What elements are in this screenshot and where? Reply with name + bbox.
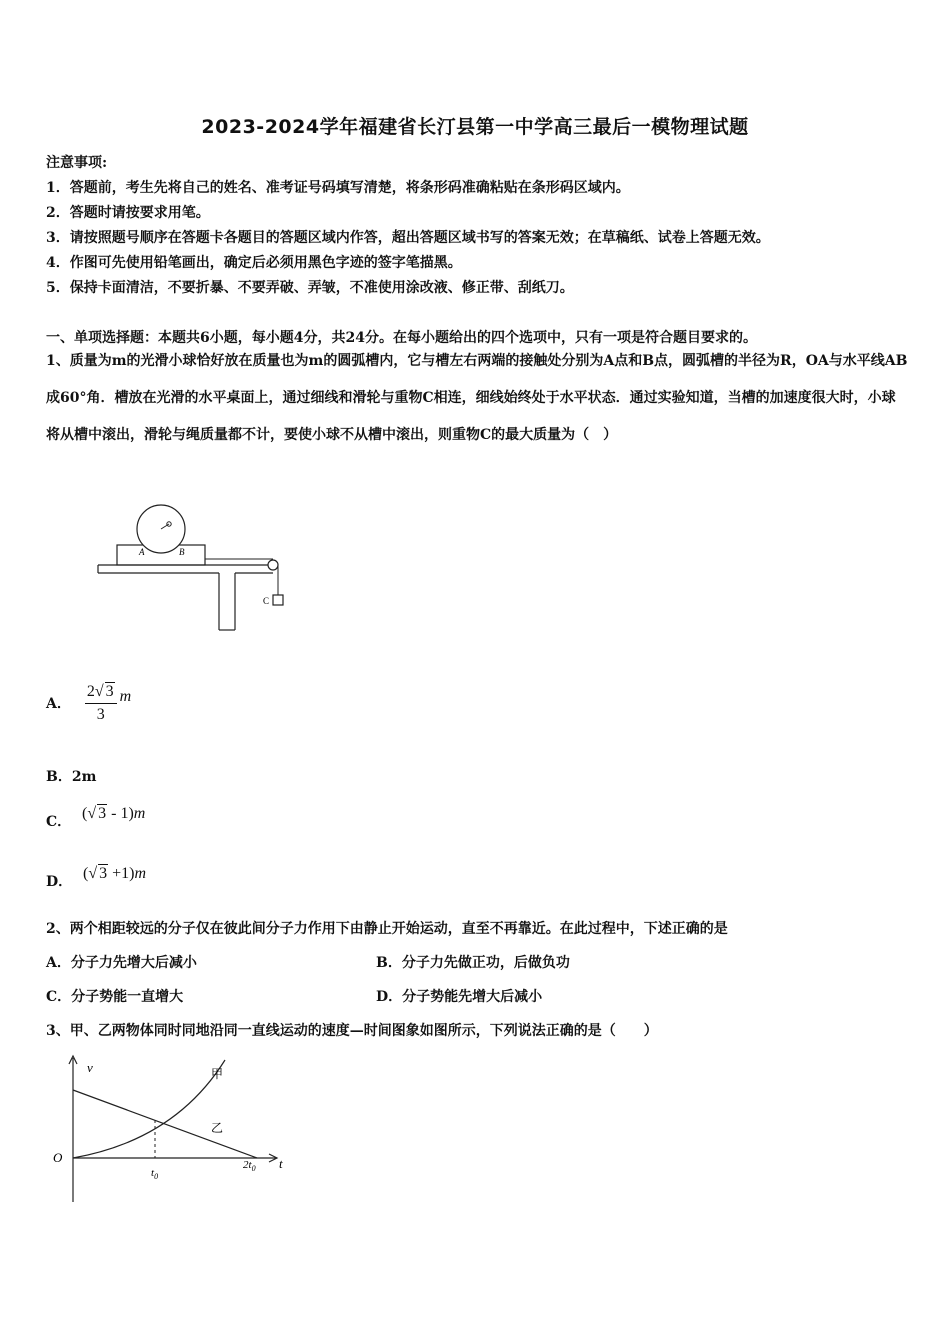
section-heading: 一、单项选择题：本题共6小题，每小题4分，共24分。在每小题给出的四个选项中，只有一项是符合题目要求的。 — [46, 330, 757, 346]
q1-option-a[interactable]: A． $\frac{2√ 3}{3}$ m — [46, 683, 132, 723]
t-label: t — [279, 1156, 283, 1171]
yi-label: 乙 — [211, 1121, 224, 1135]
jia-label: 甲 — [211, 1067, 224, 1081]
notice-item-4: 4．作图可先使用铅笔画出，确定后必须用黑色字迹的签字笔描黑。 — [46, 255, 462, 271]
notice-item-5: 5．保持卡面清洁，不要折暴、不要弄破、弄皱，不准使用涂改液、修正带、刮纸刀。 — [46, 280, 574, 296]
origin-label: O — [53, 1150, 63, 1165]
q1-option-b[interactable]: B．2m — [46, 769, 97, 785]
q1-figure — [95, 500, 295, 635]
q2-option-a[interactable]: A．分子力先增大后减小 — [46, 955, 197, 971]
weight-c — [273, 595, 283, 605]
notice-item-1: 1．答题前，考生先将自己的姓名、准考证号码填写清楚，将条形码准确粘贴在条形码区域内。 — [46, 180, 630, 196]
t0-label: $t_0$ — [151, 1167, 159, 1181]
q2-option-d[interactable]: D．分子势能先增大后减小 — [376, 989, 543, 1005]
q1-option-d[interactable]: D． (√ 3 +1)m — [46, 865, 147, 890]
notice-item-2: 2．答题时请按要求用笔。 — [46, 205, 210, 221]
notice-item-3: 3．请按照题号顺序在答题卡各题目的答题区域内作答，超出答题区域书写的答案无效；在草稿纸、试卷上答题无效。 — [46, 230, 770, 246]
label-a: A — [139, 547, 145, 557]
sqrt-symbol: √ — [87, 805, 97, 822]
q2-option-b[interactable]: B．分子力先做正功，后做负功 — [376, 955, 570, 971]
label-c: C — [263, 596, 270, 606]
sqrt-symbol: √ — [94, 683, 104, 700]
q1-option-c[interactable]: C． (√ 3 - 1)m — [46, 805, 146, 830]
page-title: 2023-2024学年福建省长汀县第一中学高三最后一模物理试题 — [201, 116, 749, 138]
question-2-text: 2、两个相距较远的分子仅在彼此间分子力作用下由静止开始运动，直至不再靠近。在此过程中，下述正确的是 — [46, 921, 728, 937]
curve-jia — [73, 1060, 225, 1158]
q3-vt-graph — [45, 1050, 290, 1210]
v-label: v — [87, 1060, 93, 1075]
notice-heading: 注意事项: — [46, 155, 108, 171]
2t0-label: $2t_0$ — [243, 1159, 256, 1173]
pulley — [268, 560, 278, 570]
label-b: B — [179, 547, 185, 557]
question-3-text: 3、甲、乙两物体同时同地沿同一直线运动的速度—时间图象如图所示，下列说法正确的是（ ） — [46, 1023, 658, 1039]
question-1-text: 1、质量为m的光滑小球恰好放在质量也为m的圆弧槽内，它与槽左右两端的接触处分别为A点和B点，圆弧槽的半径为R，OA与水平线AB成60°角．槽放在光滑的水平桌面上，通过细线和滑轮与重物C相连，细线始终处于水平状态．通过实验知道，当槽的加速度很大时，小球将从槽中滚出，滑轮与绳质量都不计，要使小球不从槽中滚出，则重物C的最大质量为（ ） — [46, 353, 908, 443]
line-yi — [73, 1090, 257, 1158]
q2-option-c[interactable]: C．分子势能一直增大 — [46, 989, 184, 1005]
sqrt-symbol: √ — [88, 865, 98, 882]
